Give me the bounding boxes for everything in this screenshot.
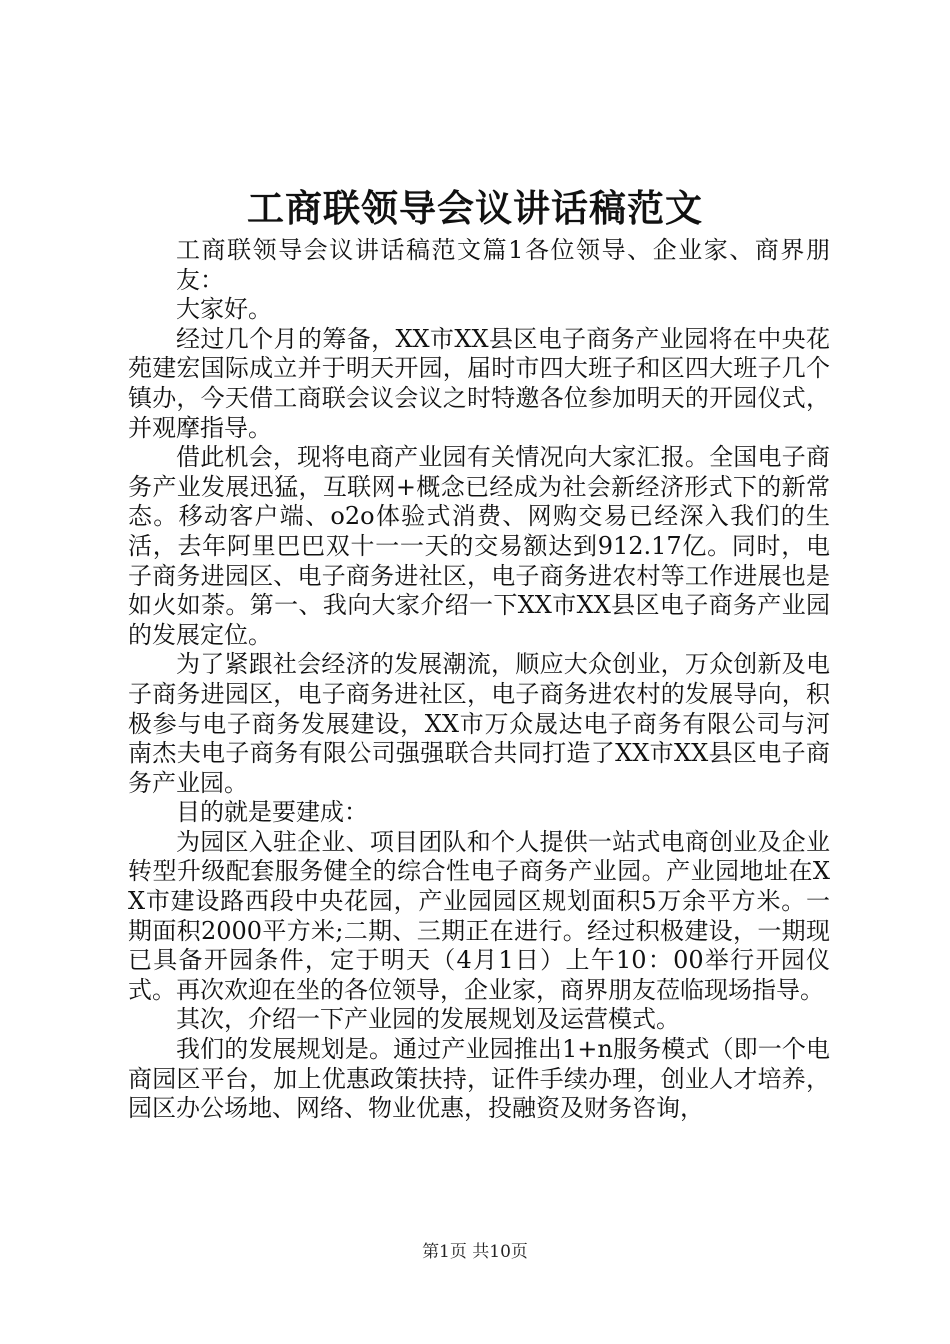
document-body xyxy=(128,236,830,1124)
paragraph-report: 借此机会，现将电商产业园有关情况向大家汇报。全国电子商务产业发展迅猛，互联网+概念已经成为社会新经济形式下的新常态。移动客户端、o2o体验式消费、网购交易已经深入我们的生活，去年阿里巴巴双十一一天的交易额达到912.17亿。同时，电子商务进园区、电子商务进社区，电子商务进农村等工作进展也是如火如荼。第一、我向大家介绍一下XX市XX县区电子商务产业园的发展定位。 xyxy=(128,443,830,649)
paragraph-plan-intro: 其次，介绍一下产业园的发展规划及运营模式。 xyxy=(176,1005,680,1034)
paragraph-goal: 目的就是要建成： xyxy=(176,798,368,827)
paragraph-greeting: 工商联领导会议讲话稿范文篇1各位领导、企业家、商界朋友： xyxy=(176,236,830,294)
document-title: 工商联领导会议讲话稿范文 xyxy=(247,186,703,230)
paragraph-opening: 经过几个月的筹备，XX市XX县区电子商务产业园将在中央花苑建宏国际成立并于明天开园，届时市四大班子和区四大班子几个镇办，今天借工商联会议会议之时特邀各位参加明天的开园仪式，并观摩指导。 xyxy=(128,324,830,442)
page-footer: 第1页 共10页 xyxy=(422,1242,528,1262)
paragraph-service-model: 我们的发展规划是。通过产业园推出1+n服务模式（即一个电商园区平台，加上优惠政策扶持，证件手续办理，创业人才培养，园区办公场地、网络、物业优惠，投融资及财务咨询， xyxy=(128,1035,830,1123)
paragraph-park-details: 为园区入驻企业、项目团队和个人提供一站式电商创业及企业转型升级配套服务健全的综合性电子商务产业园。产业园地址在XX市建设路西段中央花园，产业园园区规划面积5万余平方米。一期面积2000平方米;二期、三期正在进行。经过积极建设，一期现已具备开园条件，定于明天（4月1日）上午10：00举行开园仪式。再次欢迎在坐的各位领导，企业家，商界朋友莅临现场指导。 xyxy=(128,827,830,1004)
paragraph-positioning: 为了紧跟社会经济的发展潮流，顺应大众创业，万众创新及电子商务进园区，电子商务进社区，电子商务进农村的发展导向，积极参与电子商务发展建设，XX市万众晟达电子商务有限公司与河南杰夫电子商务有限公司强强联合共同打造了XX市XX县区电子商务产业园。 xyxy=(128,650,830,797)
paragraph-hello: 大家好。 xyxy=(176,295,272,324)
